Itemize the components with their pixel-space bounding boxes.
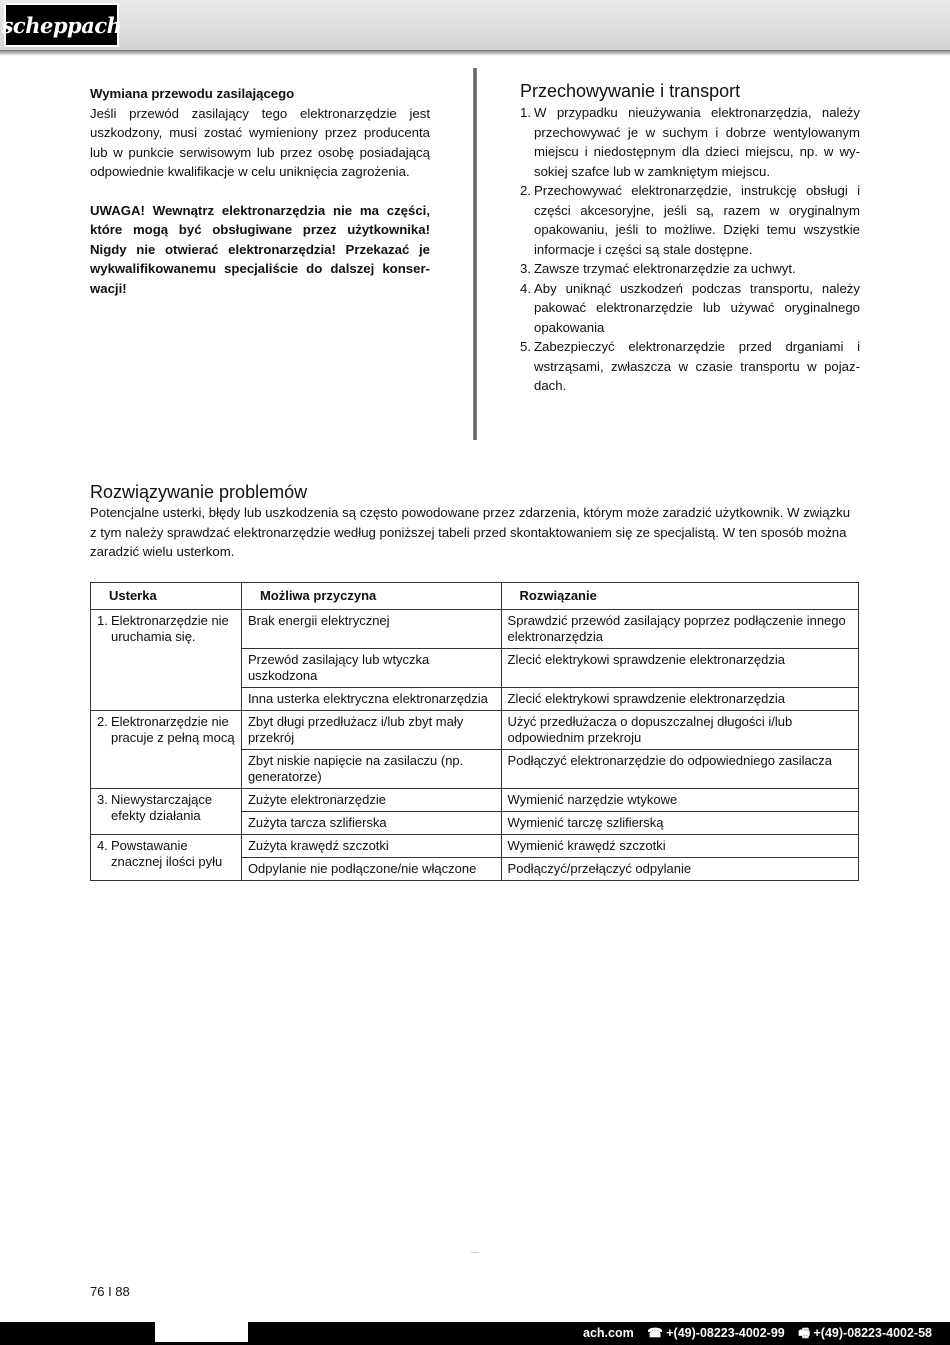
footer-contact	[573, 1324, 932, 1342]
list-item	[520, 279, 860, 338]
column-header-solution: Rozwiązanie	[501, 583, 858, 610]
list-item-number: 2.	[520, 183, 531, 198]
list-item-text: Aby uniknąć uszkodzeń podczas transportu, należy pakować elektronarzędzie lub używać oryginalnego opakowania	[534, 280, 860, 335]
solution-cell: Zlecić elektrykowi sprawdzenie elektronarzędzia	[501, 688, 858, 711]
list-item	[520, 337, 860, 396]
list-item-text: Przechowywać elektronarzędzie, instrukcję obsługi i części akcesoryjne, jeśli są, razem w oryginalnym opakowaniu, jeśli to możliwe. Dzięki temu wszystkie informacje i części są stale dostępne.	[534, 183, 860, 257]
table-header-row	[91, 583, 859, 610]
troubleshooting-table	[90, 582, 859, 881]
divider-dash	[471, 1252, 479, 1253]
list-item	[520, 181, 860, 259]
table-row	[91, 789, 859, 812]
page-number: 76 I 88	[90, 1284, 130, 1299]
troubleshooting-section	[90, 481, 860, 562]
fax-number: 🖷 +(49)-08223-4002-58	[798, 1326, 932, 1340]
list-item-number: 3.	[520, 261, 531, 276]
scheppach-logo: scheppach	[4, 3, 119, 47]
issue-cell: 3. Niewystarczające efekty działania	[91, 789, 242, 835]
solution-cell: Wymienić narzędzie wtykowe	[501, 789, 858, 812]
issue-cell: 2. Elektronarzędzie nie pracuje z pełną mocą	[91, 711, 242, 789]
troubleshooting-heading: Rozwiązywanie problemów	[90, 482, 308, 502]
cause-cell: Zbyt długi przedłużacz i/lub zbyt mały przekrój	[241, 711, 501, 750]
power-cord-heading: Wymiana przewodu zasilającego	[90, 86, 295, 101]
footer-gap	[155, 1322, 248, 1342]
power-cord-paragraph: Jeśli przewód zasilający tego elektronarzędzie jest uszkodzony, musi zostać wymieniony przez producenta lub w punkcie serwisowym lub przez osobę posiadającą odpowiednie kwalifikacje w celu uniknięcia zagrożenia.	[90, 105, 430, 179]
table-row	[91, 610, 859, 649]
cause-cell: Zużyta tarcza szlifierska	[241, 812, 501, 835]
list-item	[520, 259, 860, 279]
cause-cell: Odpylanie nie podłączone/nie włączone	[241, 858, 501, 881]
phone-number: ☎ +(49)-08223-4002-99	[647, 1326, 785, 1340]
table-row	[91, 835, 859, 858]
website-link[interactable]: ach.com	[583, 1326, 634, 1340]
storage-section	[520, 80, 860, 396]
list-item	[520, 103, 860, 181]
list-item-text: Zawsze trzymać elektronarzędzie za uchwyt.	[534, 261, 796, 276]
list-item-text: Zabezpieczyć elektronarzędzie przed drganiami i wstrząsami, zwłaszcza w czasie transportu w pojazdach.	[534, 339, 860, 393]
list-item-number: 1.	[520, 105, 531, 120]
solution-cell: Wymienić krawędź szczotki	[501, 835, 858, 858]
solution-cell: Sprawdzić przewód zasilający poprzez podłączenie innego elektronarzędzia	[501, 610, 858, 649]
solution-cell: Użyć przedłużacza o dopuszczalnej długości i/lub odpowiednim przekroju	[501, 711, 858, 750]
power-cord-section	[90, 84, 430, 298]
cause-cell: Inna usterka elektryczna elektronarzędzia	[241, 688, 501, 711]
cause-cell: Przewód zasilający lub wtyczka uszkodzona	[241, 649, 501, 688]
storage-list	[520, 103, 860, 396]
cause-cell: Brak energii elektrycznej	[241, 610, 501, 649]
cause-cell: Zużyta krawędź szczotki	[241, 835, 501, 858]
list-item-number: 4.	[520, 280, 531, 296]
table-row	[91, 711, 859, 750]
solution-cell: Zlecić elektrykowi sprawdzenie elektronarzędzia	[501, 649, 858, 688]
cause-cell: Zbyt niskie napięcie na zasilaczu (np. generatorze)	[241, 750, 501, 789]
solution-cell: Podłączyć elektronarzędzie do odpowiedniego zasilacza	[501, 750, 858, 789]
solution-cell: Wymienić tarczę szlifierską	[501, 812, 858, 835]
column-header-cause: Możliwa przyczyna	[241, 583, 501, 610]
troubleshooting-intro: Potencjalne usterki, błędy lub uszkodzenia są często powodowane przez zdarzenia, którym może zaradzić użytkownik. W związku z tym należy sprawdzać elektronarzędzie według poniższej tabeli przed skontaktowaniem się ze specjalistą. W ten sposób można zaradzić wielu usterkom.	[90, 505, 851, 559]
column-header-issue: Usterka	[91, 583, 242, 610]
list-item-text: W przypadku nieużywania elektronarzędzia, należy przechowywać je w suchym i dobrze wentylowanym miejscu i niedostępnym dla dzieci miejscu, np. w wysokiej szafce lub w zamkniętym miejscu.	[534, 105, 860, 179]
issue-cell: 4. Powstawanie znacznej ilości pyłu	[91, 835, 242, 881]
header-bar	[0, 0, 950, 51]
issue-cell: 1. Elektronarzędzie nie uruchamia się.	[91, 610, 242, 711]
solution-cell: Podłączyć/przełączyć odpylanie	[501, 858, 858, 881]
column-divider	[473, 68, 477, 440]
header-shadow	[0, 50, 950, 56]
cause-cell: Zużyte elektronarzędzie	[241, 789, 501, 812]
warning-paragraph: UWAGA! Wewnątrz elektronarzędzia nie ma części, które mogą być obsługiwane przez użytkownika! Nigdy nie otwierać elektronarzędzia! Przekazać je wykwalifikowanemu specjaliście do dalszej konserwacji!	[90, 202, 430, 296]
storage-heading: Przechowywanie i transport	[520, 81, 741, 101]
list-item-number: 5.	[520, 339, 531, 354]
